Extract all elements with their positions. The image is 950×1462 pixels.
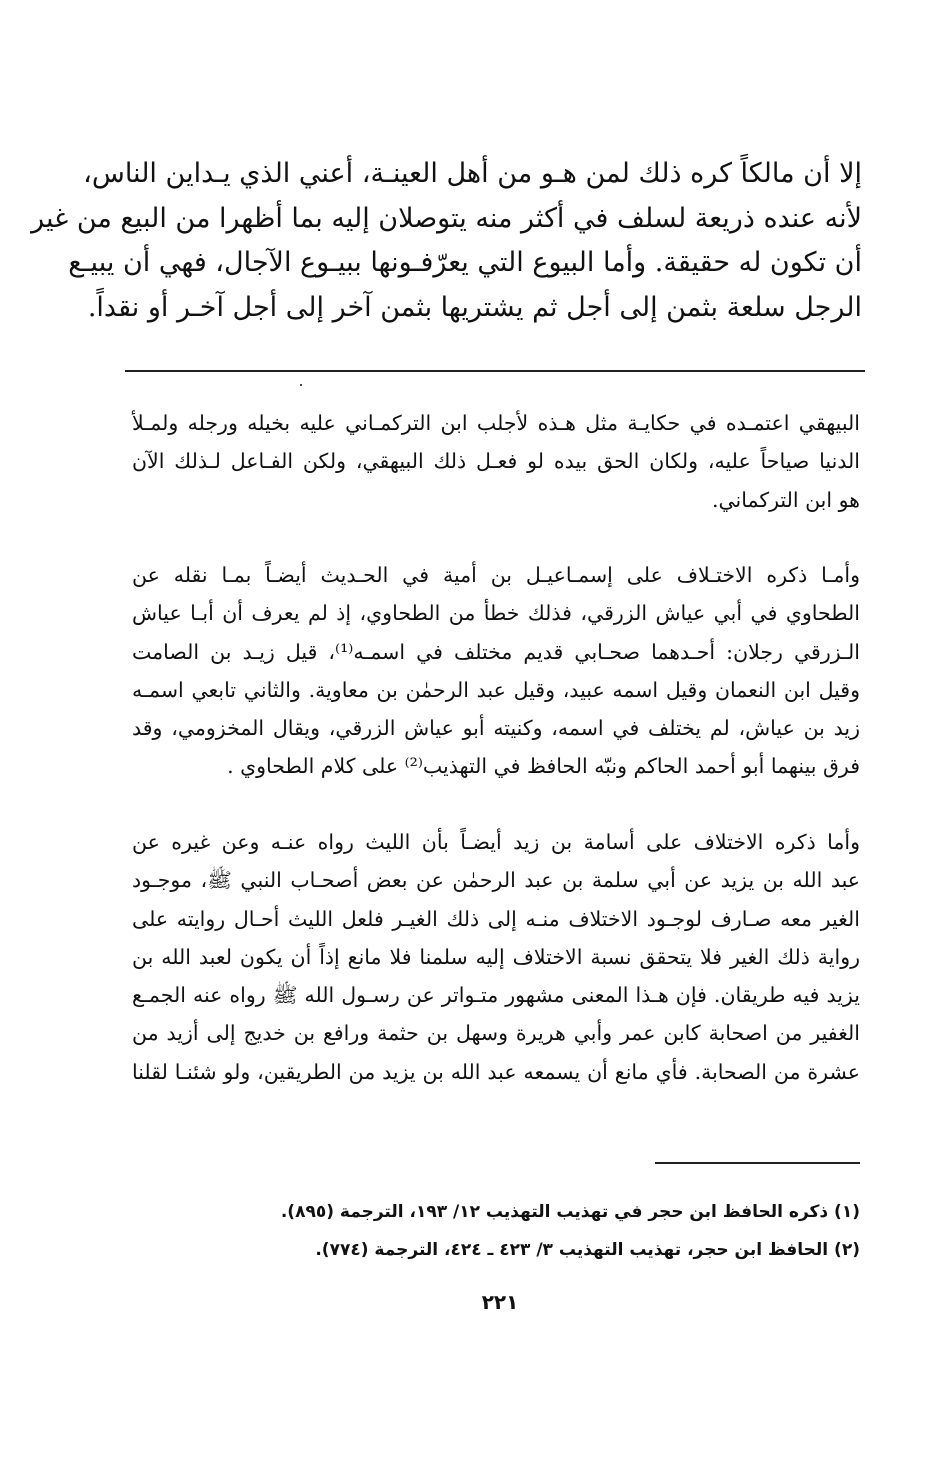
main-text-line: أن تكون له حقيقة. وأما البيوع التي يعرّفـونها ببيـوع الآجال، فهي أن يبيـع [68,247,862,278]
main-text-line: لأنه عنده ذريعة لسلف في أكثر منه يتوصلان إليه بما أظهرا من البيع من غير [31,202,862,234]
footnote-1: (١) ذكره الحافظ ابن حجر في تهذيب التهذيب ١٢/ ١٩٣، الترجمة (٨٩٥). [280,1202,860,1222]
commentary-line: وأما ذكره الاختلاف على أسامة بن زيد أيضـاً بأن الليث رواه عنـه وعن غيره عن [132,830,860,854]
page-number: ٢٢١ [481,1290,519,1314]
commentary-paragraph [132,404,860,519]
main-text-line: الرجل سلعة بثمن إلى أجل ثم يشتريها بثمن آخر إلى أجل آخـر أو نقداً. [87,291,862,323]
commentary-line: البيهقي اعتمـده في حكايـة مثل هـذه لأجلب ابن التركمـاني عليه بخيله ورجله ولمـلأ [132,411,860,435]
commentary-line: وقيل ابن النعمان وقيل اسمه عبيد، وقيل عبد الرحمٰن بن معاوية. والثاني تابعي اسمـه [132,677,860,702]
commentary-line: وأمـا ذكره الاختـلاف على إسمـاعيـل بن أمية في الحـديث أيضـاً بمـا نقله عن [132,563,860,587]
main-text-block [31,152,862,330]
footnote-2: (٢) الحافظ ابن حجر، تهذيب التهذيب ٣/ ٤٢٣ ـ ٤٢٤، الترجمة (٧٧٤). [315,1240,860,1260]
commentary-line: رواية ذلك الغير فلا يتحقق نسبة الاختلاف إليه سلمنا فلا مانع إذاً أن يكون لعبد الله بن [132,944,860,969]
commentary-line: الغفير من اصحابة كابن عمر وأبي هريرة وسهل بن حثمة ورافع بن خديج إلى أزيد من [132,1021,860,1046]
commentary-line: الدنيا صياحاً عليه، ولكان الحق بيده لو فعـل ذلك البيهقي، ولكن الفـاعل لـذلك الآن [132,449,860,474]
commentary-line: يزيد فيه طريقان. فإن هـذا المعنى مشهور متـواتر عن رسـول الله ﷺ رواه عنه الجمـع [132,983,860,1008]
commentary-line: زيد بن عياش، لم يختلف في اسمه، وكنيته أبو عياش الزرقي، ويقال المخزومي، وقد [132,716,860,741]
main-text-line: إلا أن مالكاً كره ذلك لمن هـو من أهل العينـة، أعني الذي يـداين الناس، [83,158,862,189]
commentary-line: الـزرقي رجلان: أحـدهما صحـابي قديم مختلف في اسمـه⁽¹⁾، قيل زيـد بن الصامت [132,639,860,664]
commentary-paragraph [132,556,860,786]
commentary-line: الطحاوي في أبي عياش الزرقي، فذلك خطأ من الطحاوي، إذ لم يعرف أن أبـا عياش [132,601,860,626]
footnote-divider [655,1162,860,1164]
footnotes [280,1193,860,1269]
commentary-line: هو ابن التركماني. [711,487,860,512]
commentary-paragraph [132,823,860,1091]
print-speck [300,384,302,386]
commentary-line: فرق بينهما أبو أحمد الحاكم ونبّه الحافظ في التهذيب⁽²⁾ على كلام الطحاوي . [227,754,860,779]
commentary-line: عبد الله بن يزيد عن أبي سلمة بن عبد الرحمٰن عن بعض أصحـاب النبي ﷺ، موجـود [132,868,860,893]
commentary-line: الغير معه صـارف لوجـود الاختلاف منـه إلى ذلك الغيـر فلعل الليث أحـال روايته على [132,906,860,931]
commentary-line: عشرة من الصحابة. فأي مانع أن يسمعه عبد الله بن يزيد من الطريقين، ولو شئنـا لقلنا [132,1059,860,1084]
main-text-divider [125,370,865,372]
